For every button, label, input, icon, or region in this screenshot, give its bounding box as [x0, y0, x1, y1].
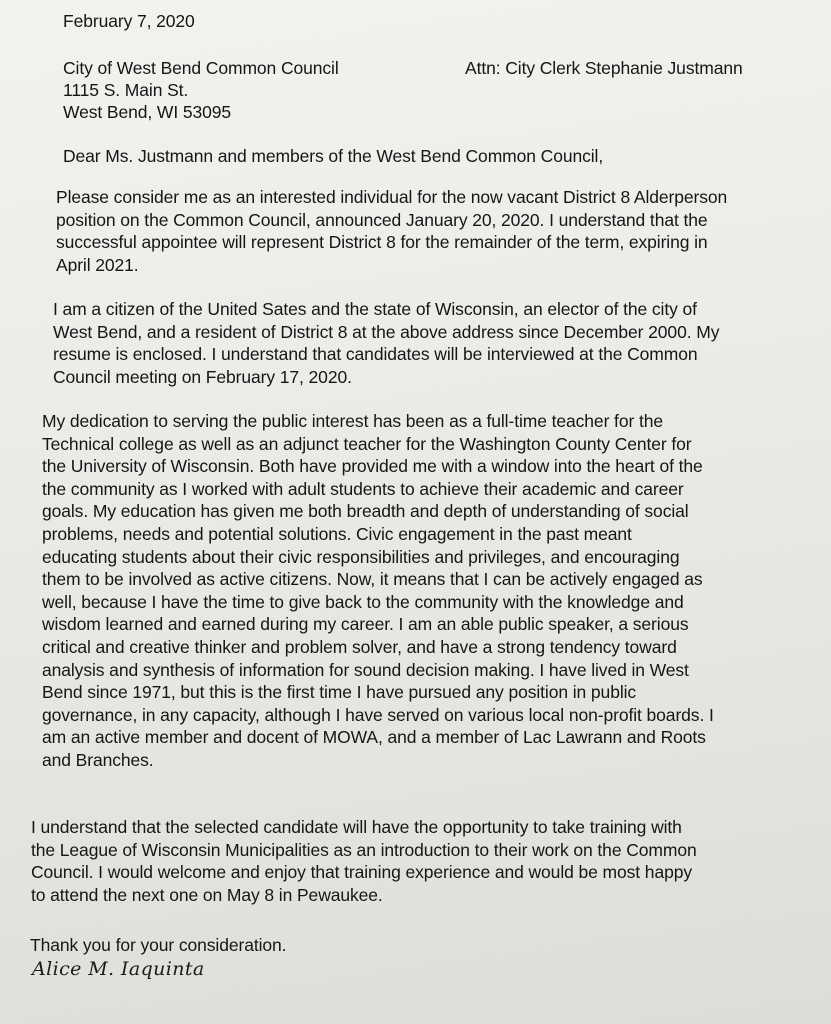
paragraph-line: educating students about their civic responsibilities and privileges, and encouraging [42, 546, 680, 567]
paragraph-line: to attend the next one on May 8 in Pewaukee. [31, 884, 383, 905]
paragraph-line: and Branches. [42, 749, 154, 770]
paragraph-line: resume is enclosed. I understand that candidates will be interviewed at the Common [53, 344, 698, 365]
paragraph-line: them to be involved as active citizens. Now, it means that I can be actively engaged as [42, 569, 703, 590]
recipient-name: City of West Bend Common Council [63, 58, 339, 78]
paragraph-line: Bend since 1971, but this is the first time I have pursued any position in public [42, 682, 637, 703]
paragraph-line: West Bend, and a resident of District 8 at the above address since December 2000. My [53, 321, 720, 342]
body-paragraph-1 [56, 186, 727, 276]
paragraph-line: successful appointee will represent District 8 for the remainder of the term, expiring in [56, 232, 708, 253]
paragraph-line: Council. I would welcome and enjoy that training experience and would be most happy [31, 862, 692, 883]
recipient-city-state-zip: West Bend, WI 53095 [63, 102, 232, 122]
body-paragraph-4 [31, 816, 697, 906]
paragraph-line: I understand that the selected candidate will have the opportunity to take training with [31, 817, 682, 837]
paragraph-line: critical and creative thinker and problem solver, and have a strong tendency toward [42, 636, 677, 657]
signature: Alice M. Iaquinta [32, 958, 205, 980]
paragraph-line: Please consider me as an interested individual for the now vacant District 8 Alderperson [56, 187, 728, 207]
body-paragraph-2 [53, 298, 719, 388]
paragraph-line: the League of Wisconsin Municipalities as an introduction to their work on the Common [31, 839, 697, 860]
paragraph-line: wisdom learned and earned during my career. I am an able public speaker, a serious [42, 614, 689, 635]
paragraph-line: I am a citizen of the United Sates and the state of Wisconsin, an elector of the city of [53, 299, 697, 319]
paragraph-line: governance, in any capacity, although I have served on various local non-profit boards. I [42, 704, 714, 725]
paragraph-line: April 2021. [56, 254, 139, 275]
paragraph-line: analysis and synthesis of information for sound decision making. I have lived in West [42, 659, 689, 680]
attention-line: Attn: City Clerk Stephanie Justmann [465, 58, 743, 78]
paragraph-line: position on the Common Council, announced January 20, 2020. I understand that the [56, 209, 708, 230]
salutation: Dear Ms. Justmann and members of the West Bend Common Council, [63, 146, 604, 166]
paragraph-line: goals. My education has given me both breadth and depth of understanding of social [42, 501, 689, 522]
recipient-street: 1115 S. Main St. [63, 80, 189, 100]
paragraph-line: Technical college as well as an adjunct teacher for the Washington County Center for [42, 433, 692, 454]
paragraph-line: the University of Wisconsin. Both have provided me with a window into the heart of the [42, 456, 703, 477]
body-paragraph-3 [42, 410, 714, 772]
paragraph-line: Council meeting on February 17, 2020. [53, 366, 352, 387]
closing-line: Thank you for your consideration. [30, 935, 287, 955]
paragraph-line: My dedication to serving the public interest has been as a full-time teacher for the [42, 411, 663, 431]
paragraph-line: the community as I worked with adult students to achieve their academic and career [42, 478, 684, 499]
paragraph-line: well, because I have the time to give back to the community with the knowledge and [42, 591, 684, 612]
paragraph-line: problems, needs and potential solutions. Civic engagement in the past meant [42, 523, 632, 544]
paragraph-line: am an active member and docent of MOWA, and a member of Lac Lawrann and Roots [42, 727, 706, 748]
letter-date: February 7, 2020 [63, 11, 195, 31]
